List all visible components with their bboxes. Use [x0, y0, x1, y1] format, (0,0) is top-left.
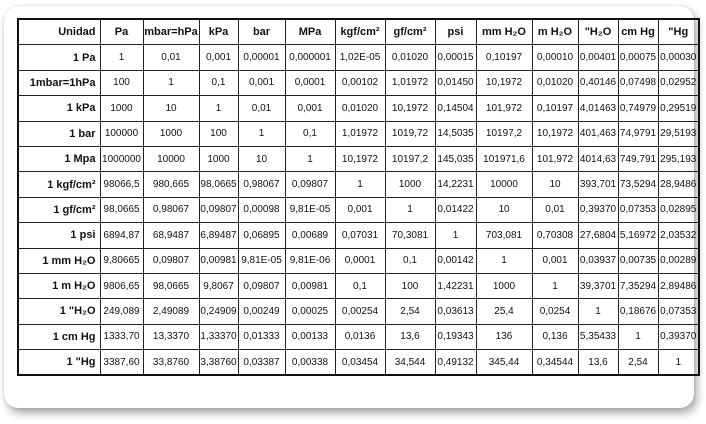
- table-cell: 0,01020: [385, 45, 435, 70]
- corner-header: Unidad: [18, 19, 100, 45]
- table-cell: 1: [143, 70, 199, 95]
- table-row: [18, 146, 699, 171]
- column-header: Pa: [100, 19, 143, 45]
- table-cell: 98,0665: [199, 172, 238, 197]
- table-cell: 1333,70: [100, 324, 143, 349]
- table-cell: 4,01463: [578, 96, 618, 121]
- row-header: 1mbar=1hPa: [18, 70, 100, 95]
- table-cell: 0,03937: [578, 248, 618, 273]
- table-cell: 0,1: [285, 121, 335, 146]
- table-cell: 0,02952: [658, 70, 699, 95]
- table-cell: 98066,5: [100, 172, 143, 197]
- table-cell: 28,9486: [658, 172, 699, 197]
- column-header: MPa: [285, 19, 335, 45]
- table-cell: 1,01972: [385, 70, 435, 95]
- table-cell: 0,40146: [578, 70, 618, 95]
- row-header: 1 kPa: [18, 96, 100, 121]
- column-header: psi: [435, 19, 476, 45]
- table-cell: 13,6: [385, 324, 435, 349]
- table-cell: 100: [199, 121, 238, 146]
- column-header: gf/cm²: [385, 19, 435, 45]
- table-cell: 0,001: [285, 96, 335, 121]
- table-cell: 1,02E-05: [335, 45, 385, 70]
- row-header: 1 gf/cm²: [18, 197, 100, 222]
- table-cell: 3,38760: [199, 350, 238, 376]
- table-cell: 1000: [143, 121, 199, 146]
- table-cell: 0,24909: [199, 299, 238, 324]
- table-row: [18, 223, 699, 248]
- table-cell: 0,00133: [285, 324, 335, 349]
- table-cell: 68,9487: [143, 223, 199, 248]
- table-row: [18, 45, 699, 70]
- table-row: [18, 96, 699, 121]
- table-cell: 0,00142: [435, 248, 476, 273]
- table-cell: 0,03613: [435, 299, 476, 324]
- table-cell: 0,39370: [578, 197, 618, 222]
- table-cell: 401,463: [578, 121, 618, 146]
- table-cell: 0,18676: [618, 299, 658, 324]
- table-cell: 0,0001: [335, 248, 385, 273]
- table-cell: 10197,2: [476, 121, 532, 146]
- table-cell: 0,001: [238, 70, 285, 95]
- column-header: cm Hg: [618, 19, 658, 45]
- table-cell: 0,001: [532, 248, 578, 273]
- table-cell: 3387,60: [100, 350, 143, 376]
- table-cell: 345,44: [476, 350, 532, 376]
- table-cell: 1: [335, 172, 385, 197]
- table-cell: 0,98067: [143, 197, 199, 222]
- pressure-conversion-table: [17, 18, 700, 376]
- table-body: [18, 45, 699, 376]
- header-row: [18, 19, 699, 45]
- table-cell: 0,1: [335, 273, 385, 298]
- row-header: 1 bar: [18, 121, 100, 146]
- table-cell: 9,81E-05: [238, 248, 285, 273]
- table-cell: 0,00401: [578, 45, 618, 70]
- table-cell: 0,00289: [658, 248, 699, 273]
- table-cell: 0,74979: [618, 96, 658, 121]
- table-cell: 10: [476, 197, 532, 222]
- table-cell: 10,1972: [335, 146, 385, 171]
- table-cell: 0,00689: [285, 223, 335, 248]
- table-cell: 0,00338: [285, 350, 335, 376]
- table-cell: 0,34544: [532, 350, 578, 376]
- table-cell: 249,089: [100, 299, 143, 324]
- table-row: [18, 299, 699, 324]
- table-cell: 0,29519: [658, 96, 699, 121]
- table-cell: 0,136: [532, 324, 578, 349]
- table-cell: 749,791: [618, 146, 658, 171]
- table-cell: 0,0254: [532, 299, 578, 324]
- table-cell: 393,701: [578, 172, 618, 197]
- table-cell: 13,3370: [143, 324, 199, 349]
- table-cell: 9,81E-05: [285, 197, 335, 222]
- column-header: kPa: [199, 19, 238, 45]
- table-cell: 0,09807: [285, 172, 335, 197]
- table-cell: 145,035: [435, 146, 476, 171]
- table-cell: 9,80665: [100, 248, 143, 273]
- column-header: bar: [238, 19, 285, 45]
- table-row: [18, 324, 699, 349]
- table-cell: 1: [532, 273, 578, 298]
- table-cell: 1,42231: [435, 273, 476, 298]
- table-cell: 0,70308: [532, 223, 578, 248]
- table-cell: 1: [238, 121, 285, 146]
- table-cell: 101971,6: [476, 146, 532, 171]
- table-cell: 13,6: [578, 350, 618, 376]
- table-cell: 0,00075: [618, 45, 658, 70]
- table-cell: 1: [199, 96, 238, 121]
- table-cell: 0,00102: [335, 70, 385, 95]
- table-cell: 0,09807: [143, 248, 199, 273]
- table-cell: 1,01972: [335, 121, 385, 146]
- table-cell: 0,0001: [285, 70, 335, 95]
- table-cell: 0,0136: [335, 324, 385, 349]
- table-cell: 33,8760: [143, 350, 199, 376]
- table-cell: 98,0665: [143, 273, 199, 298]
- table-cell: 9806,65: [100, 273, 143, 298]
- table-cell: 0,1: [385, 248, 435, 273]
- row-header: 1 mm H₂O: [18, 248, 100, 273]
- column-header: kgf/cm²: [335, 19, 385, 45]
- table-cell: 295,193: [658, 146, 699, 171]
- table-cell: 1000: [100, 96, 143, 121]
- table-cell: 0,1: [199, 70, 238, 95]
- table-cell: 1000: [385, 172, 435, 197]
- table-cell: 2,54: [385, 299, 435, 324]
- column-header: "Hg: [658, 19, 699, 45]
- table-cell: 6894,87: [100, 223, 143, 248]
- table-cell: 1019,72: [385, 121, 435, 146]
- table-cell: 2,49089: [143, 299, 199, 324]
- table-cell: 100: [100, 70, 143, 95]
- table-cell: 0,07353: [658, 299, 699, 324]
- table-cell: 0,01: [238, 96, 285, 121]
- table-cell: 10,1972: [385, 96, 435, 121]
- table-cell: 0,00735: [618, 248, 658, 273]
- table-cell: 0,03387: [238, 350, 285, 376]
- table-cell: 0,39370: [658, 324, 699, 349]
- column-header: mm H₂O: [476, 19, 532, 45]
- table-cell: 1,33370: [199, 324, 238, 349]
- table-cell: 0,02895: [658, 197, 699, 222]
- table-cell: 14,5035: [435, 121, 476, 146]
- table-cell: 9,8067: [199, 273, 238, 298]
- table-cell: 0,00098: [238, 197, 285, 222]
- table-cell: 0,01450: [435, 70, 476, 95]
- table-cell: 703,081: [476, 223, 532, 248]
- table-row: [18, 197, 699, 222]
- table-cell: 0,01: [143, 45, 199, 70]
- table-cell: 0,00254: [335, 299, 385, 324]
- table-cell: 1000000: [100, 146, 143, 171]
- table-cell: 1: [476, 248, 532, 273]
- table-cell: 136: [476, 324, 532, 349]
- table-cell: 4014,63: [578, 146, 618, 171]
- table-cell: 0,10197: [532, 96, 578, 121]
- table-cell: 1000: [476, 273, 532, 298]
- table-cell: 2,03532: [658, 223, 699, 248]
- row-header: 1 kgf/cm²: [18, 172, 100, 197]
- table-cell: 74,9791: [618, 121, 658, 146]
- table-cell: 0,01333: [238, 324, 285, 349]
- table-cell: 0,000001: [285, 45, 335, 70]
- table-cell: 6,89487: [199, 223, 238, 248]
- table-cell: 0,03454: [335, 350, 385, 376]
- table-cell: 100000: [100, 121, 143, 146]
- column-header: m H₂O: [532, 19, 578, 45]
- table-cell: 7,35294: [618, 273, 658, 298]
- table-row: [18, 70, 699, 95]
- table-cell: 100: [385, 273, 435, 298]
- table-cell: 5,35433: [578, 324, 618, 349]
- table-cell: 5,16972: [618, 223, 658, 248]
- table-row: [18, 121, 699, 146]
- table-row: [18, 350, 699, 376]
- table-cell: 0,01: [532, 197, 578, 222]
- table-cell: 25,4: [476, 299, 532, 324]
- table-cell: 1: [578, 299, 618, 324]
- table-cell: 0,07353: [618, 197, 658, 222]
- table-cell: 0,09807: [199, 197, 238, 222]
- row-header: 1 "Hg: [18, 350, 100, 376]
- table-cell: 1: [658, 350, 699, 376]
- table-cell: 0,10197: [476, 45, 532, 70]
- table-cell: 0,00249: [238, 299, 285, 324]
- table-cell: 10: [238, 146, 285, 171]
- table-cell: 0,001: [335, 197, 385, 222]
- table-cell: 0,00025: [285, 299, 335, 324]
- table-cell: 98,0665: [100, 197, 143, 222]
- table-cell: 0,00001: [238, 45, 285, 70]
- table-row: [18, 172, 699, 197]
- table-cell: 39,3701: [578, 273, 618, 298]
- table-cell: 0,01020: [532, 70, 578, 95]
- row-header: 1 psi: [18, 223, 100, 248]
- table-cell: 1: [618, 324, 658, 349]
- table-cell: 10: [532, 172, 578, 197]
- table-cell: 0,00010: [532, 45, 578, 70]
- table-cell: 0,14504: [435, 96, 476, 121]
- table-cell: 0,00030: [658, 45, 699, 70]
- table-cell: 1: [385, 197, 435, 222]
- table-cell: 10,1972: [476, 70, 532, 95]
- table-cell: 34,544: [385, 350, 435, 376]
- row-header: 1 Pa: [18, 45, 100, 70]
- table-cell: 10,1972: [532, 121, 578, 146]
- row-header: 1 "H₂O: [18, 299, 100, 324]
- table-cell: 14,2231: [435, 172, 476, 197]
- table-cell: 70,3081: [385, 223, 435, 248]
- table-cell: 0,01422: [435, 197, 476, 222]
- column-header: "H₂O: [578, 19, 618, 45]
- table-cell: 10197,2: [385, 146, 435, 171]
- table-cell: 0,49132: [435, 350, 476, 376]
- table-cell: 2,54: [618, 350, 658, 376]
- table-cell: 0,09807: [238, 273, 285, 298]
- table-cell: 0,00981: [199, 248, 238, 273]
- table-cell: 980,665: [143, 172, 199, 197]
- table-cell: 0,00981: [285, 273, 335, 298]
- row-header: 1 m H₂O: [18, 273, 100, 298]
- table-cell: 29,5193: [658, 121, 699, 146]
- table-cell: 10000: [143, 146, 199, 171]
- table-cell: 1: [435, 223, 476, 248]
- table-cell: 0,06895: [238, 223, 285, 248]
- row-header: 1 cm Hg: [18, 324, 100, 349]
- table-cell: 0,00015: [435, 45, 476, 70]
- table-cell: 10000: [476, 172, 532, 197]
- table-cell: 0,19343: [435, 324, 476, 349]
- row-header: 1 Mpa: [18, 146, 100, 171]
- column-header: mbar=hPa: [143, 19, 199, 45]
- table-cell: 101,972: [532, 146, 578, 171]
- table-row: [18, 273, 699, 298]
- table-cell: 101,972: [476, 96, 532, 121]
- table-cell: 2,89486: [658, 273, 699, 298]
- table-cell: 27,6804: [578, 223, 618, 248]
- table-cell: 1: [285, 146, 335, 171]
- table-cell: 0,01020: [335, 96, 385, 121]
- table-cell: 73,5294: [618, 172, 658, 197]
- table-cell: 1000: [199, 146, 238, 171]
- table-cell: 0,001: [199, 45, 238, 70]
- table-row: [18, 248, 699, 273]
- table-cell: 0,07498: [618, 70, 658, 95]
- table-cell: 0,07031: [335, 223, 385, 248]
- table-cell: 1: [100, 45, 143, 70]
- table-cell: 9,81E-06: [285, 248, 335, 273]
- table-cell: 0,98067: [238, 172, 285, 197]
- table-cell: 10: [143, 96, 199, 121]
